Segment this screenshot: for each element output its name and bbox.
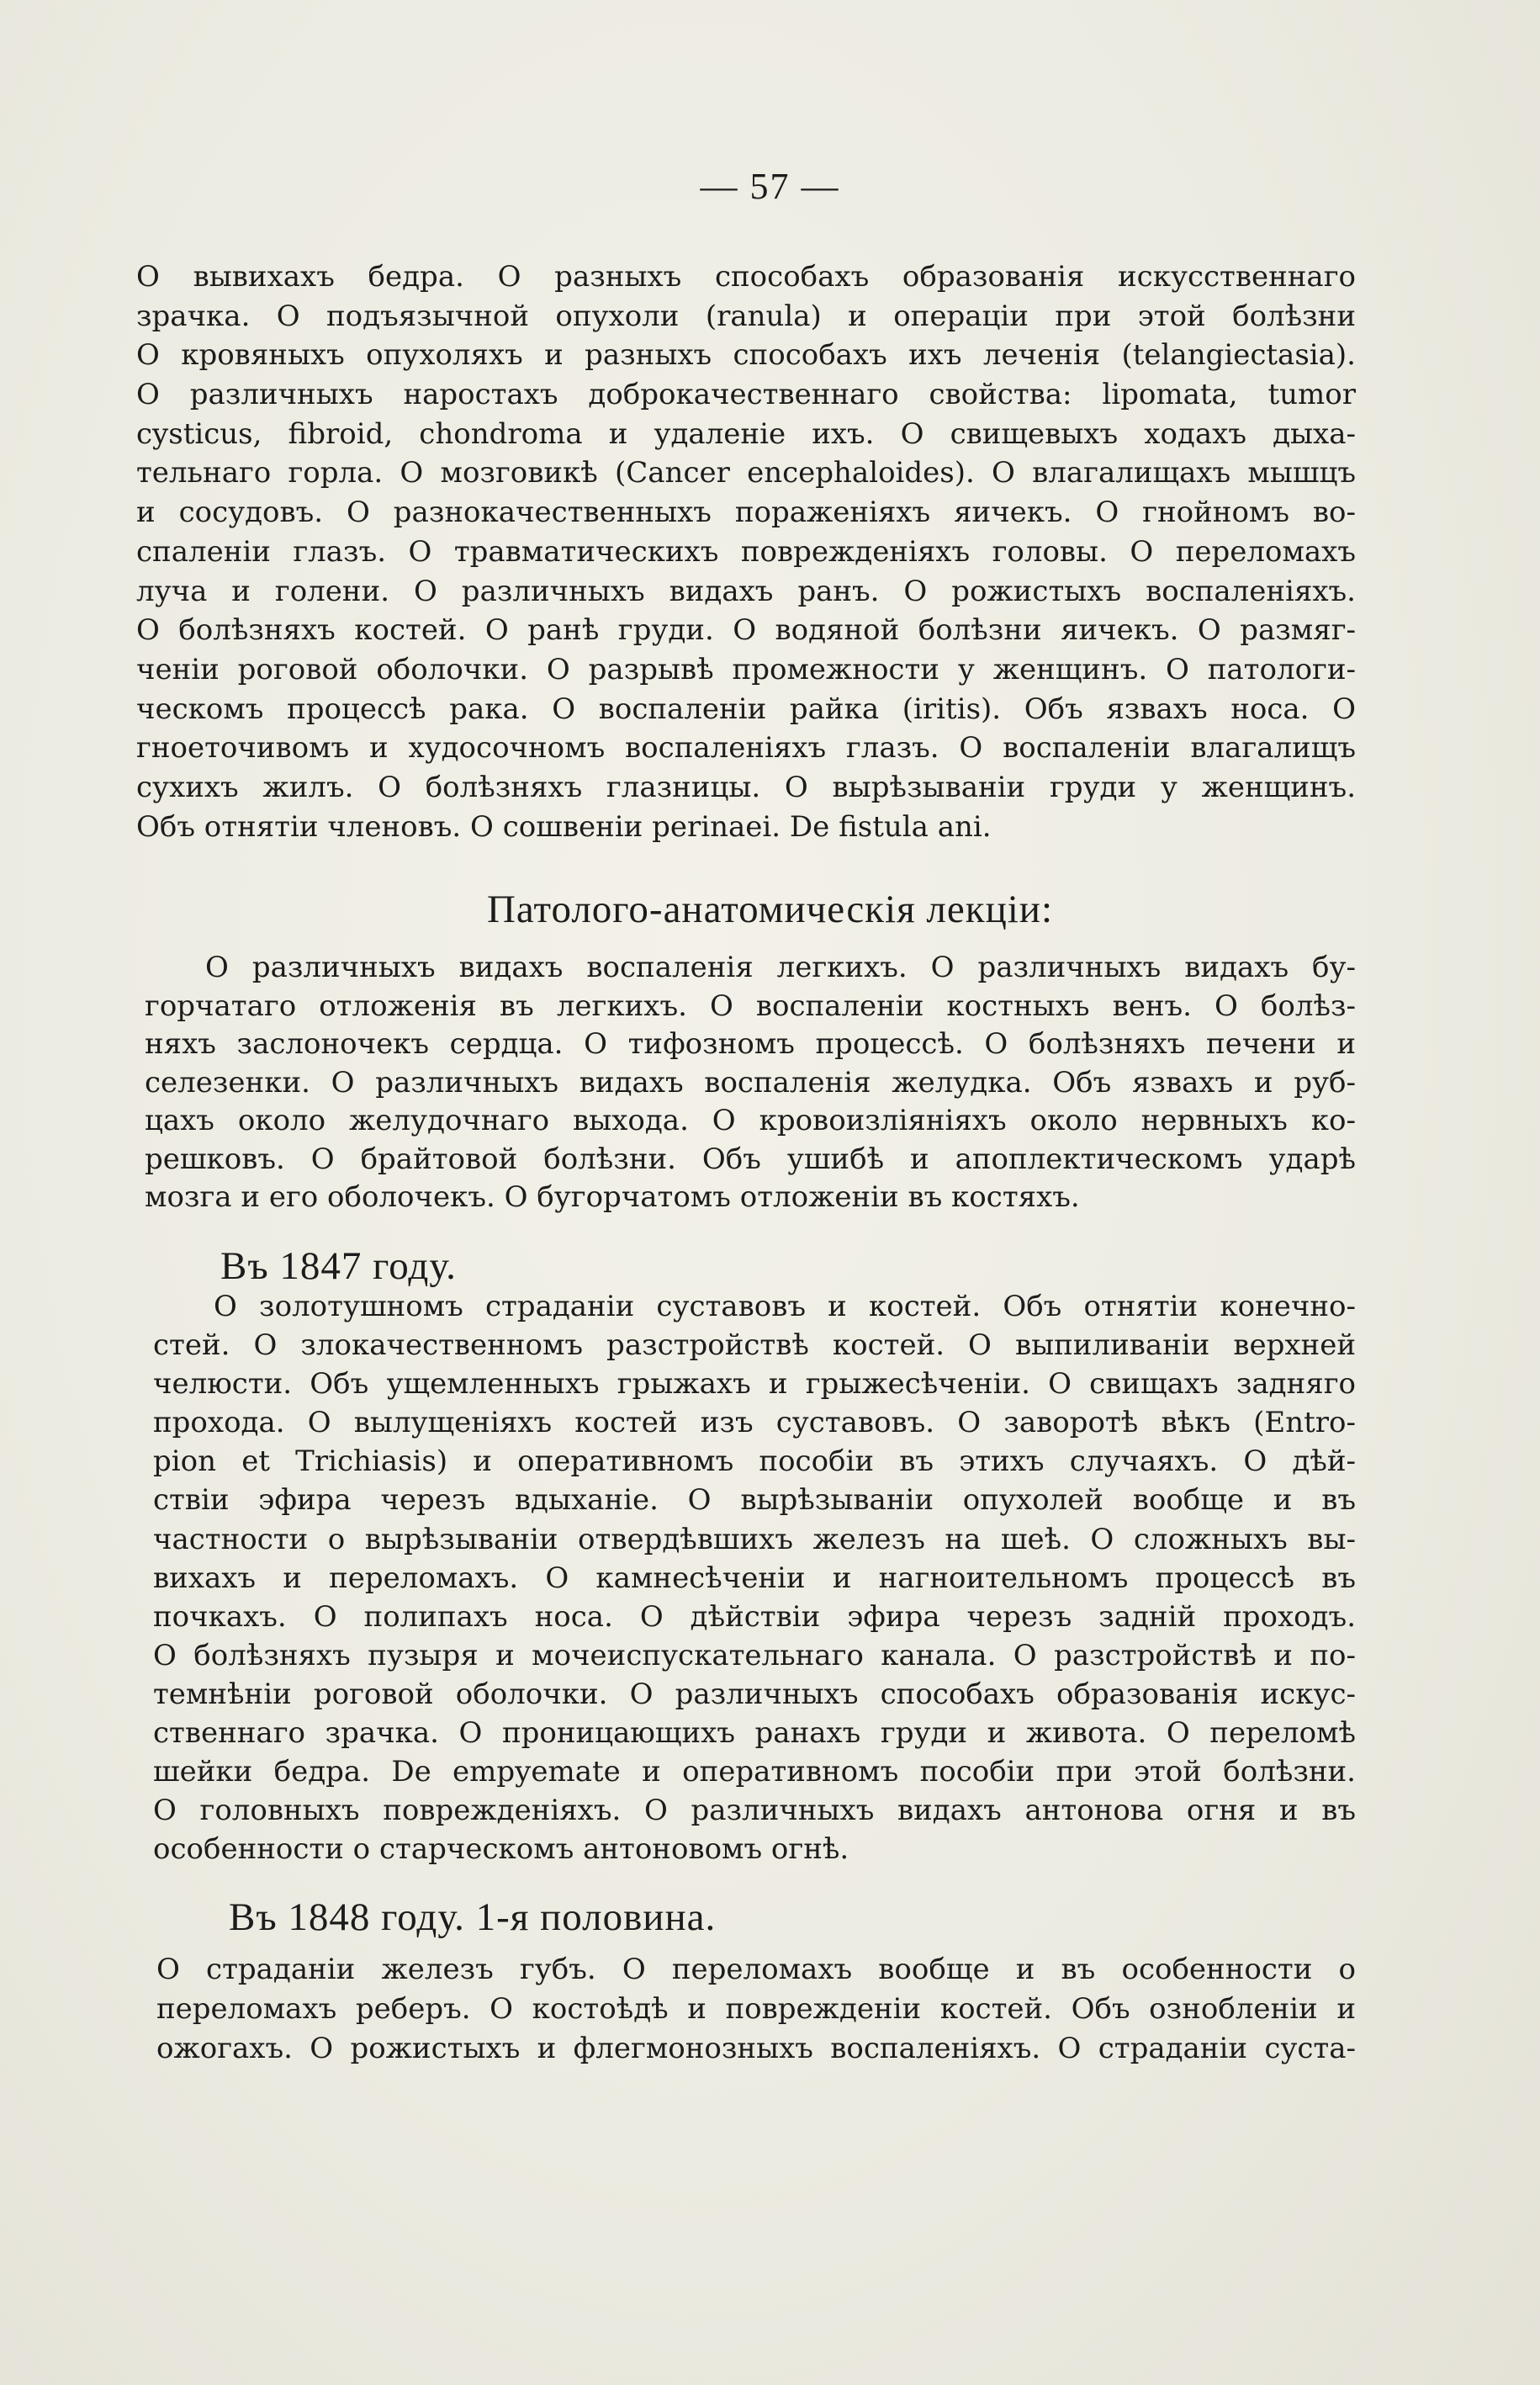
text-line: О болѣзняхъ костей. О ранѣ груди. О водяной болѣзни яичекъ. О размяг- xyxy=(136,613,1356,648)
text-line: няхъ заслоночекъ сердца. О тифозномъ процессѣ. О болѣзняхъ печени и xyxy=(145,1027,1356,1061)
section-3-paragraph xyxy=(153,1287,1356,1868)
text-line: О вывихахъ бедра. О разныхъ способахъ образованія искусственнаго xyxy=(136,260,1356,294)
text-line: ожогахъ. О рожистыхъ и флегмонозныхъ воспаленіяхъ. О страданіи суста- xyxy=(156,2032,1356,2065)
text-line: сухихъ жилъ. О болѣзняхъ глазницы. О вырѣзываніи груди у женщинъ. xyxy=(136,770,1356,804)
text-line: решковъ. О брайтовой болѣзни. Объ ушибѣ и апоплектическомъ ударѣ xyxy=(145,1142,1356,1176)
text-line: О различныхъ видахъ воспаленія легкихъ. О различныхъ видахъ бу- xyxy=(205,951,1356,984)
text-line: О различныхъ наростахъ доброкачественнаго свойства: lipomata, tumor xyxy=(136,378,1356,412)
text-line: челюсти. Объ ущемленныхъ грыжахъ и грыжесѣченіи. О свищахъ задняго xyxy=(153,1367,1356,1402)
text-line: особенности о старческомъ антоновомъ огнѣ. xyxy=(153,1832,849,1867)
text-line: частности о вырѣзываніи отвердѣвшихъ железъ на шеѣ. О сложныхъ вы- xyxy=(153,1522,1356,1556)
text-line: cysticus, fibroid, chondroma и удаленіе ихъ. О свищевыхъ ходахъ дыха- xyxy=(136,416,1356,451)
text-line: тельнаго горла. О мозговикѣ (Cancer encephaloides). О влагалищахъ мышцъ xyxy=(136,456,1356,490)
text-line: О страданіи железъ губъ. О переломахъ вообще и въ особенности о xyxy=(156,1953,1356,1986)
text-line: селезенки. О различныхъ видахъ воспаленія желудка. Объ язвахъ и руб- xyxy=(145,1065,1356,1100)
text-line: и сосудовъ. О разнокачественныхъ пораженіяхъ яичекъ. О гнойномъ во- xyxy=(136,496,1356,530)
text-line: стей. О злокачественномъ разстройствѣ костей. О выпиливаніи верхней xyxy=(153,1328,1356,1363)
text-line: pion et Trichiasis) и оперативномъ пособіи въ этихъ случаяхъ. О дѣй- xyxy=(153,1444,1356,1479)
section-heading-1847: Въ 1847 году. xyxy=(220,1244,457,1288)
text-line: гноеточивомъ и худосочномъ воспаленіяхъ глазъ. О воспаленіи влагалищъ xyxy=(136,731,1356,766)
text-line: ственнаго зрачка. О проницающихъ ранахъ груди и живота. О переломѣ xyxy=(153,1716,1356,1751)
text-line: О болѣзняхъ пузыря и мочеиспускательнаго канала. О разстройствѣ и по- xyxy=(153,1638,1356,1672)
text-line: почкахъ. О полипахъ носа. О дѣйствіи эфира черезъ задній проходъ. xyxy=(153,1599,1356,1634)
section-heading-pathology-lectures: Патолого-анатомическія лекціи: xyxy=(486,888,1054,931)
text-line: ченіи роговой оболочки. О разрывѣ промежности у женщинъ. О патологи- xyxy=(136,652,1356,686)
text-line: О головныхъ поврежденіяхъ. О различныхъ видахъ антонова огня и въ xyxy=(153,1794,1356,1828)
text-line: темнѣніи роговой оболочки. О различныхъ способахъ образованія искус- xyxy=(153,1677,1356,1711)
text-line: О кровяныхъ опухоляхъ и разныхъ способахъ ихъ леченія (telangiectasia). xyxy=(136,338,1356,373)
text-line: мозга и его оболочекъ. О бугорчатомъ отложеніи въ костяхъ. xyxy=(145,1180,1080,1214)
text-line: вихахъ и переломахъ. О камнесѣченіи и нагноительномъ процессѣ въ xyxy=(153,1561,1356,1595)
section-4-paragraph xyxy=(156,1950,1356,2069)
text-line: горчатаго отложенія въ легкихъ. О воспаленіи костныхъ венъ. О болѣз- xyxy=(145,988,1356,1023)
text-line: переломахъ реберъ. О костоѣдѣ и поврежденіи костей. Объ ознобленіи и xyxy=(156,1992,1356,2026)
text-line: Объ отнятіи членовъ. О сошвеніи perinaei. De fistula ani. xyxy=(136,809,992,844)
text-line: О золотушномъ страданіи суставовъ и костей. Объ отнятіи конечно- xyxy=(214,1290,1356,1323)
section-heading-1848: Въ 1848 году. 1-я половина. xyxy=(229,1895,717,1939)
text-line: ствіи эфира черезъ вдыханіе. О вырѣзываніи опухолей вообще и въ xyxy=(153,1483,1356,1518)
text-line: зрачка. О подъязычной опухоли (ranula) и операціи при этой болѣзни xyxy=(136,299,1356,333)
text-line: луча и голени. О различныхъ видахъ ранъ. О рожистыхъ воспаленіяхъ. xyxy=(136,574,1356,608)
page-number: — 57 — xyxy=(700,166,840,207)
text-line: спаленіи глазъ. О травматическихъ поврежденіяхъ головы. О переломахъ xyxy=(136,534,1356,569)
section-2-paragraph xyxy=(145,949,1356,1217)
text-line: шейки бедра. De empyemate и оперативномъ пособіи при этой болѣзни. xyxy=(153,1755,1356,1789)
text-line: цахъ около желудочнаго выхода. О кровоизліяніяхъ около нервныхъ ко- xyxy=(145,1104,1356,1137)
text-line: прохода. О вылущеніяхъ костей изъ суставовъ. О заворотѣ вѣкъ (Entro- xyxy=(153,1406,1356,1440)
section-1-paragraph xyxy=(136,257,1356,846)
text-line: ческомъ процессѣ рака. О воспаленіи райка (iritis). Объ язвахъ носа. О xyxy=(136,692,1356,726)
